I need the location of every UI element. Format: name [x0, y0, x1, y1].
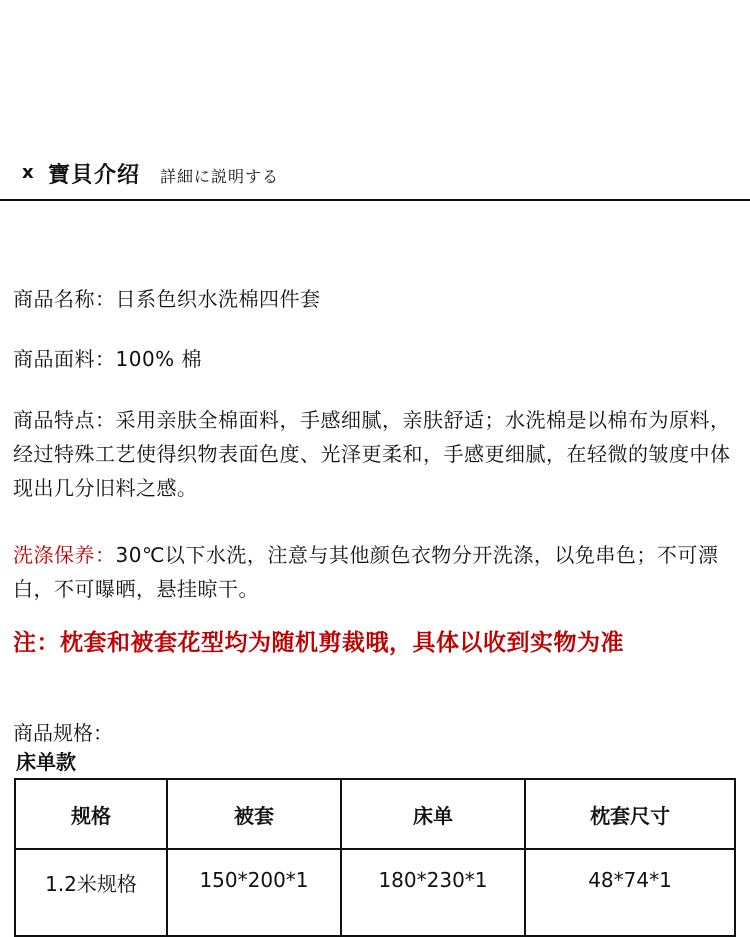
product-name-value: 日系色织水洗棉四件套 — [115, 287, 321, 311]
product-name-label: 商品名称： — [13, 287, 116, 311]
section-subtitle: 詳細に説明する — [160, 167, 280, 186]
product-care-label: 洗涤保养： — [13, 543, 116, 567]
product-care-value: 30℃以下水洗，注意与其他颜色衣物分开洗涤，以免串色；不可漂白，不可曝晒，悬挂晾干。 — [13, 543, 719, 601]
table-row — [15, 849, 735, 936]
product-features-paragraph — [13, 403, 743, 505]
spec-cell-sheet: 180*230*1 — [341, 849, 525, 936]
header-divider — [0, 199, 750, 201]
product-features-label: 商品特点： — [13, 408, 116, 432]
product-features-value: 采用亲肤全棉面料，手感细腻，亲肤舒适；水洗棉是以棉布为原料，经过特殊工艺使得织物表面色度、光泽更柔和，手感更细腻，在轻微的皱度中体现出几分旧料之感。 — [13, 408, 731, 500]
product-fabric-line — [13, 342, 743, 376]
page-header — [0, 156, 750, 200]
product-note: 注：枕套和被套花型均为随机剪裁哦，具体以收到实物为准 — [13, 630, 624, 656]
spec-header-size: 规格 — [15, 779, 167, 849]
spec-table — [14, 778, 736, 937]
spec-label: 商品规格： — [13, 721, 113, 745]
close-icon[interactable]: x — [22, 162, 34, 183]
spec-cell-duvet: 150*200*1 — [167, 849, 341, 936]
spec-header-row — [15, 779, 735, 849]
product-care-paragraph — [13, 538, 743, 606]
product-name-line — [13, 282, 743, 316]
spec-header-sheet: 床单 — [341, 779, 525, 849]
spec-cell-pillowcase: 48*74*1 — [525, 849, 735, 936]
spec-header-pillowcase: 枕套尺寸 — [525, 779, 735, 849]
spec-cell-size: 1.2米规格 — [15, 849, 167, 936]
product-fabric-value: 100% 棉 — [115, 347, 203, 371]
spec-header-duvet: 被套 — [167, 779, 341, 849]
product-fabric-label: 商品面料： — [13, 347, 116, 371]
section-title: 寶貝介绍 — [48, 163, 141, 188]
spec-subtitle: 床单款 — [16, 750, 76, 774]
